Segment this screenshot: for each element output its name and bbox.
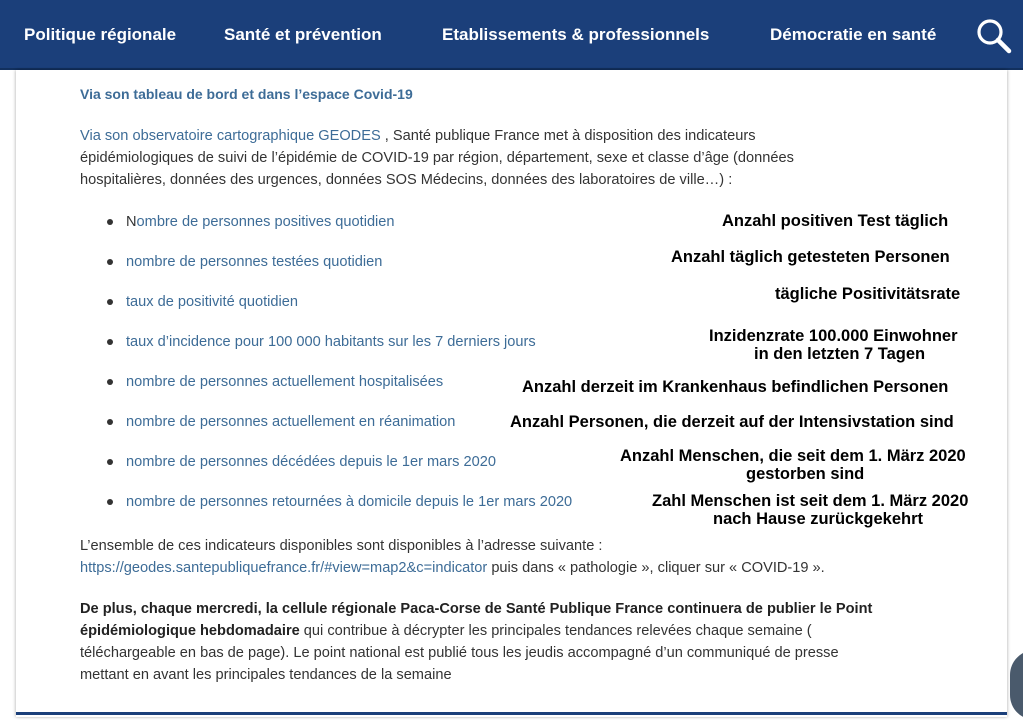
- list-item[interactable]: nombre de personnes actuellement hospitalisées: [126, 374, 444, 390]
- annotation: Anzahl Menschen, die seit dem 1. März 2020: [620, 447, 966, 465]
- intro-paragraph: [80, 125, 910, 191]
- nav-sante-prevention[interactable]: Santé et prévention: [224, 25, 382, 44]
- annotation: Anzahl positiven Test täglich: [722, 212, 949, 230]
- list-item[interactable]: taux d’incidence pour 100 000 habitants sur les 7 derniers jours: [126, 334, 536, 350]
- annotation: Anzahl täglich getesteten Personen: [671, 248, 950, 266]
- intro-line-2: épidémiologiques de suivi de l’épidémie de COVID-19 par région, département, sexe et classe d’âge (données: [80, 150, 794, 166]
- intro-line-1: , Santé publique France met à disposition des indicateurs: [380, 128, 756, 144]
- availability-paragraph: [80, 535, 910, 579]
- annotation: Inzidenzrate 100.000 Einwohner: [709, 327, 958, 345]
- geodes-observatory-link[interactable]: Via son observatoire cartographique GEODES: [80, 128, 381, 144]
- list-bullet: [107, 419, 113, 425]
- list-item[interactable]: nombre de personnes testées quotidien: [126, 254, 383, 270]
- list-bullet: [107, 339, 113, 345]
- list-bullet: [107, 459, 113, 465]
- floating-button[interactable]: [1010, 650, 1023, 720]
- availability-line-2: puis dans « pathologie », cliquer sur « COVID-19 ».: [487, 560, 825, 576]
- availability-line-1: L’ensemble de ces indicateurs disponibles sont disponibles à l’adresse suivante :: [80, 538, 603, 554]
- annotation: gestorben sind: [746, 465, 865, 483]
- section-subheading: Via son tableau de bord et dans l’espace Covid-19: [80, 86, 413, 102]
- list-bullet: [107, 259, 113, 265]
- annotation: Anzahl derzeit im Krankenhaus befindlichen Personen: [522, 378, 949, 396]
- weekly-paragraph: [80, 598, 920, 686]
- nav-etablissements-professionnels[interactable]: Etablissements & professionnels: [442, 25, 710, 44]
- top-navbar: [0, 0, 1023, 70]
- annotation: nach Hause zurückgekehrt: [713, 510, 923, 528]
- list-item[interactable]: Nombre de personnes positives quotidien: [126, 214, 395, 230]
- list-item[interactable]: taux de positivité quotidien: [126, 294, 298, 310]
- weekly-bold-term: épidémiologique hebdomadaire: [80, 623, 300, 639]
- list-bullet: [107, 219, 113, 225]
- annotation: in den letzten 7 Tagen: [754, 345, 926, 363]
- list-item-label: ombre de personnes positives quotidien: [136, 214, 395, 230]
- weekly-line-3: téléchargeable en bas de page). Le point national est publié tous les jeudis accompagné d’un communiqué de presse: [80, 645, 839, 661]
- geodes-url-link[interactable]: https://geodes.santepubliquefrance.fr/#view=map2&c=indicator: [80, 560, 488, 576]
- annotation: Anzahl Personen, die derzeit auf der Intensivstation sind: [510, 413, 954, 431]
- list-item[interactable]: nombre de personnes retournées à domicile depuis le 1er mars 2020: [126, 494, 573, 510]
- search-button[interactable]: [975, 17, 1013, 55]
- weekly-bold-line: De plus, chaque mercredi, la cellule régionale Paca-Corse de Santé Publique France continuera de publier le Point: [80, 601, 873, 617]
- annotation: tägliche Positivitätsrate: [775, 285, 961, 303]
- nav-democratie-sante[interactable]: Démocratie en santé: [770, 25, 937, 44]
- list-item[interactable]: nombre de personnes actuellement en réanimation: [126, 414, 456, 430]
- annotation: Zahl Menschen ist seit dem 1. März 2020: [652, 492, 969, 510]
- list-bullet: [107, 379, 113, 385]
- weekly-line-4: mettant en avant les principales tendances de la semaine: [80, 667, 452, 683]
- list-bullet: [107, 499, 113, 505]
- weekly-line-2: qui contribue à décrypter les principales tendances relevées chaque semaine (: [299, 623, 812, 639]
- nav-politique-regionale[interactable]: Politique régionale: [24, 25, 177, 44]
- intro-line-3: hospitalières, données des urgences, données SOS Médecins, données des laboratoires de ville…) :: [80, 172, 733, 188]
- list-item[interactable]: nombre de personnes décédées depuis le 1er mars 2020: [126, 454, 496, 470]
- divider: [16, 712, 1007, 715]
- search-icon: [975, 17, 1013, 55]
- list-bullet: [107, 299, 113, 305]
